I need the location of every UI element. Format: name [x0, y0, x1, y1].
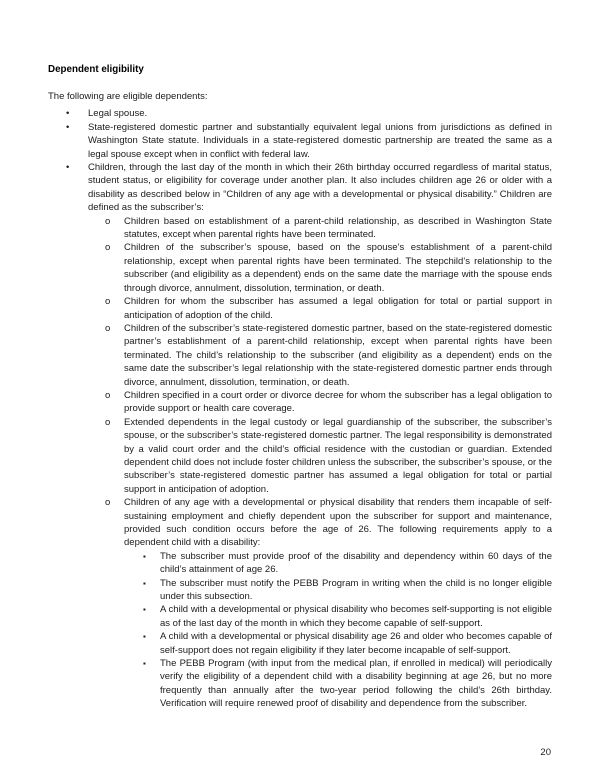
list-item-text: The subscriber must notify the PEBB Program in writing when the child is no longer eligible under this subsection.	[160, 577, 552, 603]
circle-bullet-icon: o	[105, 497, 111, 509]
list-item-text: A child with a developmental or physical disability who becomes self-supporting is not eligible as of the last day of the month in which they become capable of self-support.	[160, 604, 552, 629]
list-item	[105, 550, 552, 577]
list-item-text: Children of the subscriber’s spouse, based on the spouse’s establishment of a parent-child relationship, except when parental rights have been terminated. The stepchild’s relationship to the subscriber (and eligibility as a dependent) ends on the same date the marriage with the spouse ends through divorce, annulment, dissolution, termination, or death.	[124, 242, 552, 294]
list-item-text: Children of the subscriber’s state-registered domestic partner, based on the state-registered domestic partner’s establishment of a parent-child relationship, except when parental rights have been terminated. The child’s relationship to the subscriber (and eligibility as a dependent) ends on the same date the subscriber’s legal relationship with the state-registered domestic partner ends through divorce, annulment, dissolution, termination, or death.	[124, 322, 552, 388]
circle-bullet-icon: o	[105, 322, 111, 334]
list-item	[105, 577, 552, 604]
circle-bullet-icon: o	[105, 389, 111, 401]
circle-bullet-icon: o	[105, 242, 111, 254]
disability-requirements-list	[105, 550, 552, 711]
circle-bullet-icon: o	[105, 296, 111, 308]
intro-text: The following are eligible dependents:	[48, 91, 208, 102]
children-definitions-list	[66, 215, 552, 711]
list-item	[66, 416, 552, 496]
list-item-text: Children based on establishment of a parent-child relationship, as described in Washington State statutes, except when parental rights have been terminated.	[124, 215, 552, 241]
round-bullet-icon: •	[66, 108, 70, 120]
square-bullet-icon: ▪	[143, 605, 146, 615]
list-item-text: A child with a developmental or physical disability age 26 and older who becomes capable of self-support does not regain eligibility if they later become incapable of self-support.	[160, 631, 552, 656]
list-item	[105, 603, 552, 630]
square-bullet-icon: ▪	[143, 578, 146, 588]
list-item	[66, 496, 552, 711]
circle-bullet-icon: o	[105, 416, 111, 428]
list-item	[105, 657, 552, 711]
dependents-list	[48, 107, 552, 710]
list-item	[48, 161, 552, 711]
section-heading: Dependent eligibility	[48, 64, 144, 75]
list-item	[66, 322, 552, 389]
list-item-text: Legal spouse.	[88, 108, 148, 120]
square-bullet-icon: ▪	[143, 551, 146, 561]
list-item-text: Children for whom the subscriber has assumed a legal obligation for total or partial support in anticipation of adoption of the child.	[124, 296, 552, 321]
circle-bullet-icon: o	[105, 215, 111, 227]
list-item	[48, 121, 552, 161]
round-bullet-icon: •	[66, 121, 70, 133]
list-item-text: Children, through the last day of the month in which their 26th birthday occurred regardless of marital status, student status, or eligibility for coverage under another plan. It also includes children age 26 or older with a disability as described below in “Children of any age with a developmental or physical disability.” Children are defined as the subscriber’s:	[88, 162, 552, 214]
list-item-text: Extended dependents in the legal custody or legal guardianship of the subscriber, the subscriber’s spouse, or the subscriber’s state-registered domestic partner. The legal responsibility is demonstrated by a valid court order and the child’s official residence with the custodian or guardian. Extended dependent child does not include foster children unless the subscriber, the subscriber’s spouse, or the subscriber’s state-registered domestic partner has assumed a legal obligation for total or partial support in anticipation of adoption.	[124, 416, 552, 495]
list-item	[105, 630, 552, 657]
round-bullet-icon: •	[66, 162, 70, 174]
list-item	[66, 295, 552, 322]
square-bullet-icon: ▪	[143, 659, 146, 669]
list-item-text: Children of any age with a developmental or physical disability that renders them incapable of self-sustaining employment and chiefly dependent upon the subscriber for support and maintenance, provided such condition occurs before the age of 26. The following requirements apply to a dependent child with a disability:	[124, 497, 552, 549]
page-number: 20	[540, 747, 551, 758]
list-item-text: Children specified in a court order or divorce decree for whom the subscriber has a legal obligation to provide support or health care coverage.	[124, 389, 552, 415]
list-item	[66, 389, 552, 416]
list-item-text: The subscriber must provide proof of the disability and dependency within 60 days of the child’s attainment of age 26.	[160, 550, 552, 576]
list-item	[48, 107, 552, 120]
list-item	[66, 241, 552, 295]
square-bullet-icon: ▪	[143, 632, 146, 642]
list-item	[66, 215, 552, 242]
list-item-text: State-registered domestic partner and substantially equivalent legal unions from jurisdictions as defined in Washington State statute. Individuals in a state-registered domestic partnership are treated the same as a legal spouse except when in conflict with federal law.	[88, 121, 552, 160]
list-item-text: The PEBB Program (with input from the medical plan, if enrolled in medical) will periodically verify the eligibility of a dependent child with a disability beginning at age 26, but no more frequently than annually after the two-year period following the child’s 26th birthday. Verification will require renewed proof of disability and dependence from the subscriber.	[160, 658, 552, 710]
